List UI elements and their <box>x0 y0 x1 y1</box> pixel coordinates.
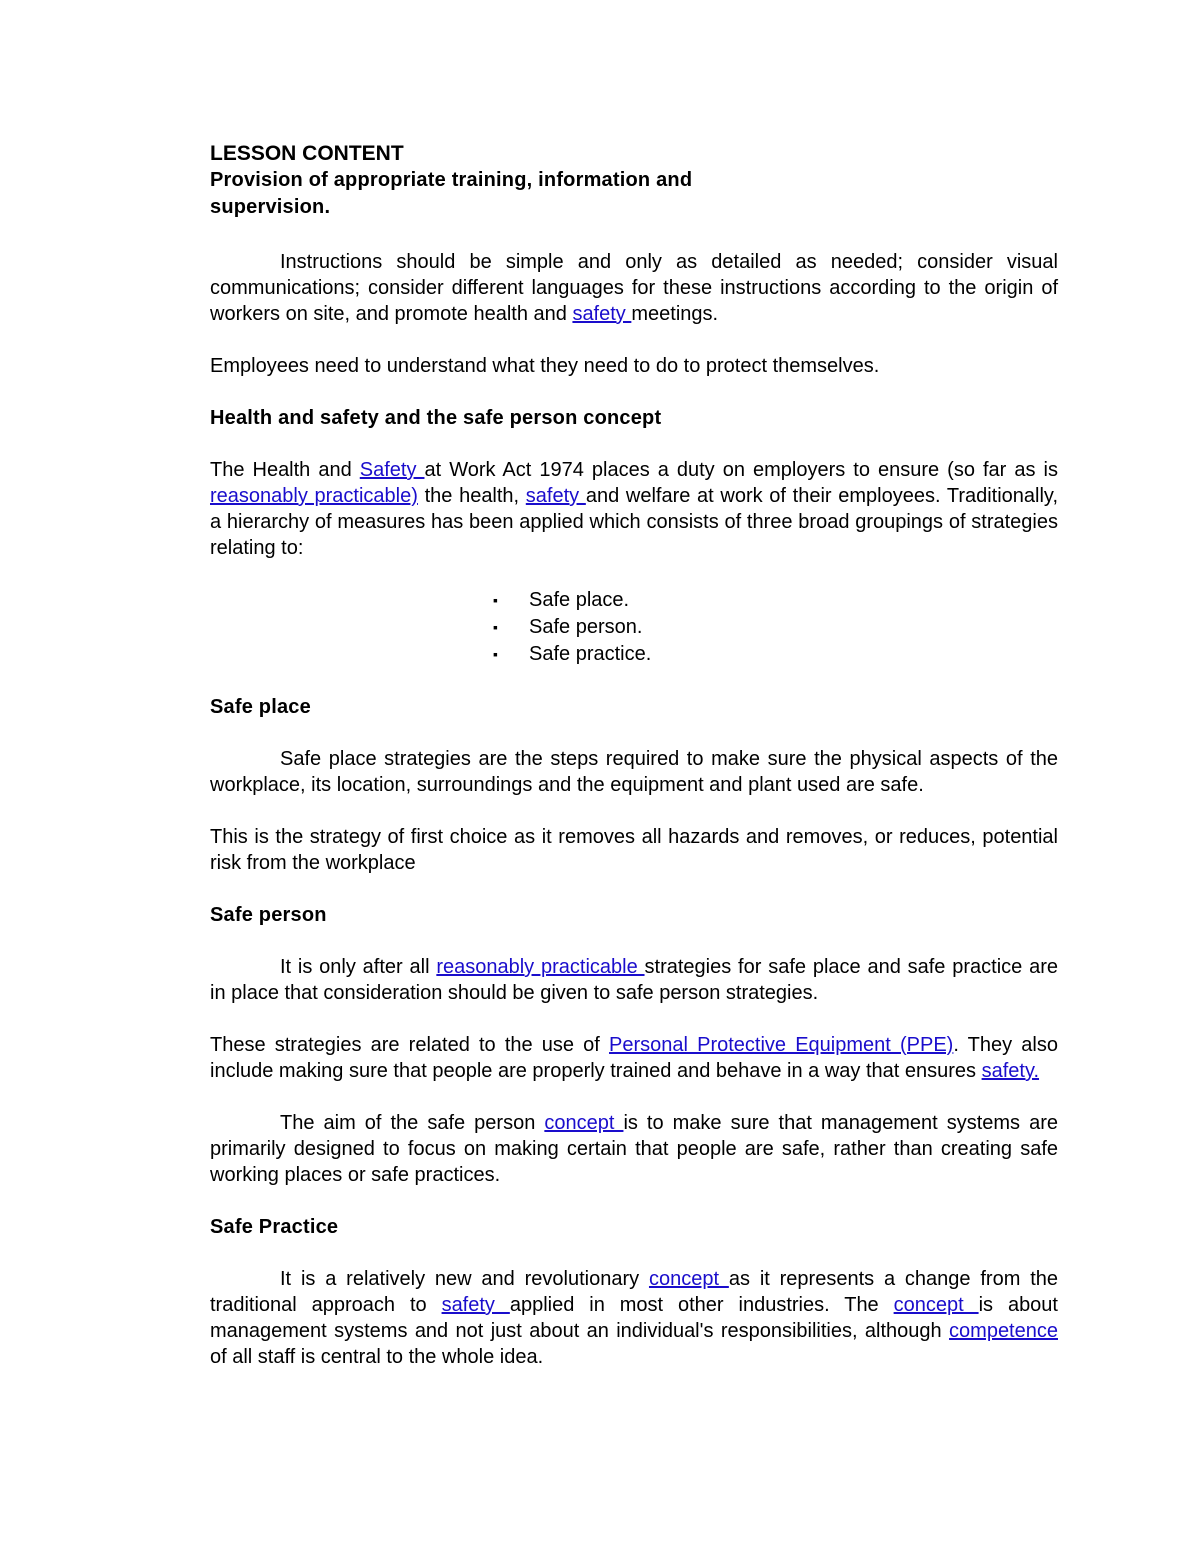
text-run: applied in most other industries. The <box>509 1294 894 1316</box>
list-item <box>493 614 1058 641</box>
bullet-icon: ▪ <box>493 646 498 662</box>
text-run: The aim of the safe person <box>280 1112 545 1134</box>
page-title: LESSON CONTENT <box>210 142 404 165</box>
heading-safe-practice: Safe Practice <box>210 1216 339 1238</box>
paragraph-aim <box>210 1110 1058 1188</box>
text-run: and welfare at work of their employees. Traditionally, a hierarchy of measures has been applied which consists of three broad groupings of strategies relating to: <box>210 485 1058 559</box>
document-page <box>210 140 1058 1370</box>
heading-safe-person: Safe person <box>210 904 327 926</box>
paragraph-health-safety-act <box>210 457 1058 561</box>
subtitle-line-1: Provision of appropriate training, information and <box>210 169 693 191</box>
paragraph-first-choice: This is the strategy of first choice as it removes all hazards and removes, or reduces, potential risk from the workplace <box>210 826 1058 874</box>
paragraph-employees: Employees need to understand what they need to do to protect themselves. <box>210 355 880 377</box>
list-item-label: Safe practice. <box>529 643 652 665</box>
bullet-icon: ▪ <box>493 592 498 608</box>
bullet-icon: ▪ <box>493 619 498 635</box>
link-competence[interactable]: competence <box>949 1320 1058 1342</box>
list-item-label: Safe place. <box>529 589 630 611</box>
text-run: the health, <box>417 485 526 507</box>
link-ppe[interactable]: Personal Protective Equipment (PPE) <box>609 1034 954 1056</box>
paragraph-instructions <box>210 249 1058 327</box>
paragraph-ppe <box>210 1032 1058 1084</box>
text-run: . They also include making sure that people are properly trained and behave in a way that ensures <box>210 1034 1058 1082</box>
heading-safe-person-concept: Health and safety and the safe person concept <box>210 407 662 429</box>
text-run: It is only after all <box>280 956 437 978</box>
link-concept[interactable]: concept <box>544 1112 624 1134</box>
text-run: strategies for safe place and safe practice are in place that consideration should be given to safe person strategies. <box>210 956 1058 1004</box>
link-safety[interactable]: safety <box>441 1294 510 1316</box>
paragraph-safe-place-strategies: Safe place strategies are the steps required to make sure the physical aspects of the workplace, its location, surroundings and the equipment and plant used are safe. <box>210 748 1058 796</box>
link-concept[interactable]: concept <box>648 1268 729 1290</box>
text-run: These strategies are related to the use of <box>210 1034 610 1056</box>
text-run: of all staff is central to the whole idea. <box>210 1346 544 1368</box>
text-run: is to make sure that management systems are primarily designed to focus on making certain that people are safe, rather than creating safe working places or safe practices. <box>210 1112 1058 1186</box>
text-run: Instructions should be simple and only as detailed as needed; consider visual communications; consider different languages for these instructions according to the origin of workers on site, and promote health and <box>210 251 1058 325</box>
link-reasonably-practicable[interactable]: reasonably practicable) <box>210 485 418 507</box>
list-item-label: Safe person. <box>529 616 643 638</box>
list-item <box>493 587 1058 614</box>
text-run: at Work Act 1974 places a duty on employers to ensure (so far as is <box>424 459 1058 481</box>
link-concept[interactable]: concept <box>893 1294 979 1316</box>
link-safety[interactable]: safety. <box>981 1060 1040 1082</box>
text-run: It is a relatively new and revolutionary <box>280 1268 649 1290</box>
text-run: as it represents a change from the traditional approach to <box>210 1268 1058 1316</box>
paragraph-safe-practice <box>210 1266 1058 1370</box>
text-run: is about management systems and not just about an individual's responsibilities, although <box>210 1294 1058 1342</box>
text-run: The Health and <box>210 459 360 481</box>
link-safety[interactable]: Safety <box>359 459 425 481</box>
link-reasonably-practicable[interactable]: reasonably practicable <box>436 956 645 978</box>
heading-safe-place: Safe place <box>210 696 311 718</box>
list-item <box>493 641 1058 668</box>
link-safety[interactable]: safety <box>525 485 586 507</box>
lesson-subtitle <box>210 167 1058 221</box>
text-run: meetings. <box>631 303 719 325</box>
subtitle-line-2: supervision. <box>210 196 331 218</box>
paragraph-safe-person-strategies <box>210 954 1058 1006</box>
strategy-list <box>210 587 1058 668</box>
link-safety[interactable]: safety <box>572 303 632 325</box>
